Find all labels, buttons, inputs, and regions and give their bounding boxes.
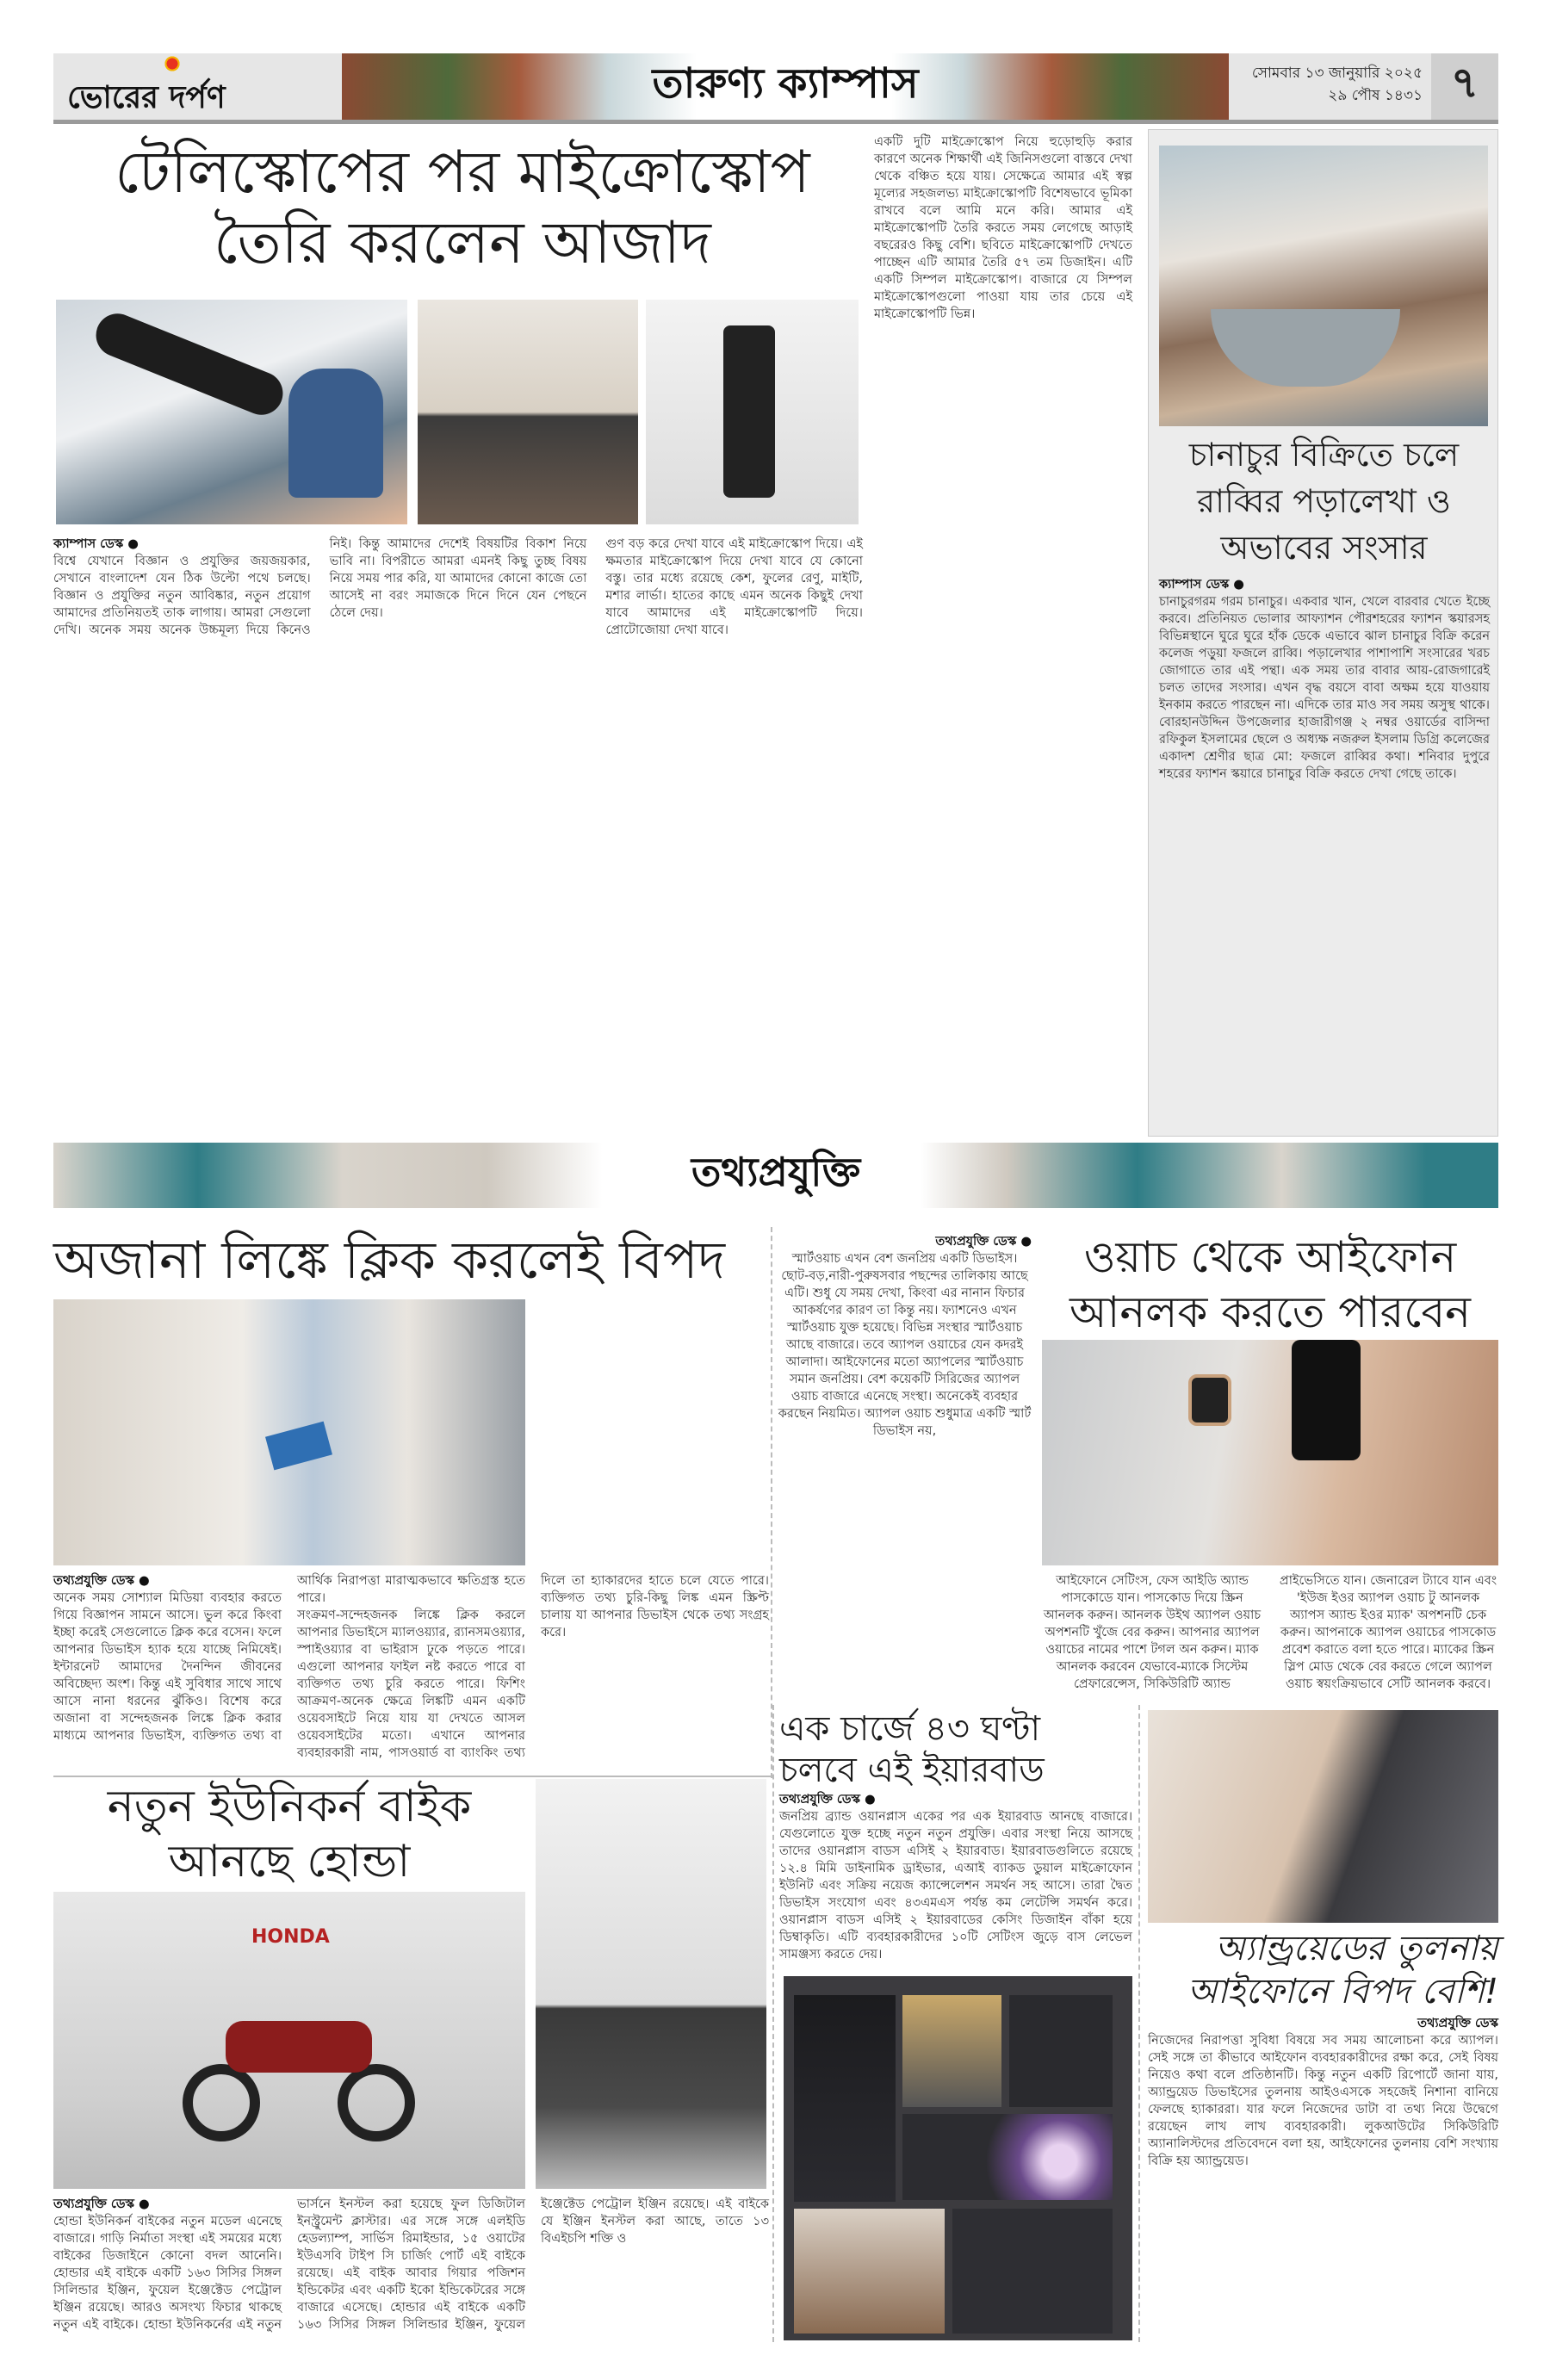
logo-text: ভোরের দর্পণ <box>67 80 226 115</box>
dateline: তথ্যপ্রযুক্তি ডেস্ক ● <box>53 1574 150 1588</box>
dateline: তথ্যপ্রযুক্তি ডেস্ক ● <box>779 1793 876 1807</box>
earbud-promo-image <box>784 1976 1132 2340</box>
bike-wheel-shape <box>183 2064 260 2141</box>
body-paragraph: চানাচুরগরম গরম চানাচুর। একবার খান, খেলে বারবার খেতে ইচ্ছে করবে। প্রতিনিয়ত ভোলার আফ্যাশন পৌরশহরের ফ্যাশন স্কয়ারসহ বিভিন্নস্থানে ঘুরে ঘুরে হাঁক ডেকে এভাবে ঝাল চানাচুর বিক্রি করেন কলেজ পড়ুয়া ফজলে রাব্বি। পড়ালেখার পাশাপাশি সংসারের খরচ জোগাতে তার এই পন্থা। এক সময় তার বাবার আয়-রোজগারেই চলত তাদের সংসার। এখন বৃদ্ধ বয়সে বাবা অক্ষম হয়ে যাওয়ায় ইনকাম করতে পারছেন না। এদিকে তার মাও সব সময় অসুস্থ থাকে। বোরহানউদ্দিন উপজেলার হাজারীগঞ্জ ২ নম্বর ওয়ার্ডের বাসিন্দা রফিকুল ইসলামের ছেলে ও অধ্যক্ষ নজরুল ইসলাম ডিগ্রি কলেজের একাদশ শ্রেণীর ছাত্র মো: ফজলে রাব্বির কথা। শনিবার দুপুরে শহরের ফ্যাশন স্কয়ারে চানাচুর বিক্রি করতে দেখা গেছে তাকে। <box>1159 595 1490 781</box>
headline-line: আনলক করতে পারবেন <box>1070 1287 1471 1337</box>
app-panel <box>952 2209 1113 2334</box>
telescope-shape <box>90 307 289 422</box>
watch-body <box>1042 1572 1498 1701</box>
body-paragraph: স্মার্টওয়াচ এখন বেশ জনপ্রিয় একটি ডিভাইস। ছোট-বড়,নারী-পুরুষসবার পছন্দের তালিকায় আছে এটি। শুধু যে সময় দেখা, কিংবা এর নানান ফিচার আকর্ষণের কারণ তা কিন্তু নয়। ফ্যাশনেও এখন স্মার্টওয়াচ যুক্ত হয়েছে। বিভিন্ন সংস্থার স্মার্টওয়াচ আছে বাজারে। তবে অ্যাপল ওয়াচের যেন কদরই আলাদা। আইফোনের মতো অ্যাপলের স্মার্টওয়াচ সমান জনপ্রিয়। বেশ কয়েকটি সিরিজের অ্যাপল ওয়াচ বাজারে এনেছে সংস্থা। অনেকেই ব্যবহার করছেন নিয়মিত। অ্যাপল ওয়াচ শুধুমাত্র একটি স্মার্ট ডিভাইস নয়, <box>778 1252 1032 1438</box>
watch-headline <box>1042 1230 1498 1340</box>
phone-hand-photo <box>1148 1710 1498 1923</box>
body-paragraph: আইফোনে সেটিংস, ফেস আইডি অ্যান্ড পাসকোডে যান। পাসকোড দিয়ে স্ক্রিন আনলক করুন। আনলক উইথ অ্যাপল ওয়াচ অপশনটি খুঁজে বের করুন। আপনার অ্যাপল ওয়াচের নামের পাশে টগল অন করুন। ম্যাক আনলক করবেন যেভাবে-ম্যাকে সিস্টেম প্রেফারেন্সেস, সিকিউরিটি অ্যান্ড প্রাইভেসিতে যান। জেনারেল ট্যাবে যান এবং 'ইউজ ইওর অ্যাপল ওয়াচ টু আনলক অ্যাপস অ্যান্ড ইওর ম্যাক' অপশনটি চেক করুন। আপনাকে অ্যাপল ওয়াচের পাসকোড প্রবেশ করাতে বলা হতে পারে। ম্যাকের স্ক্রিন স্লিপ মোড থেকে বের করতে গেলে অ্যাপল ওয়াচ স্বয়ংক্রিয়ভাবে সেটি আনলক করবে। <box>1043 1574 1497 1691</box>
watch-intro <box>778 1233 1032 1702</box>
sun-logo-icon <box>164 55 181 72</box>
newspaper-logo[interactable] <box>53 53 342 120</box>
chanachur-seller-photo <box>1159 146 1488 426</box>
bowl-shape <box>1211 309 1400 387</box>
bike-body-shape <box>226 2021 372 2073</box>
body-paragraph: একটি দুটি মাইক্রোস্কোপ নিয়ে হুড়োহুড়ি করার কারণে অনেক শিক্ষার্থী এই জিনিসগুলো বাস্তবে দেখা থেকে বঞ্চিত হয়ে যায়। সেক্ষেত্রে আমার এই স্বল্প মূল্যের সহজলভ্য মাইক্রোস্কোপটি বিশেষভাবে ভূমিকা রাখবে বলে আমি মনে করি। আমার এই মাইক্রোস্কোপটি তৈরি করতে সময় লেগেছে আড়াই বছরেরও কিছু বেশি। ছবিতে মাইক্রোস্কোপটি দেখতে পাচ্ছেন এটি আমার তৈরি ৫৭ তম ডিজাইন। এটি একটি সিম্পল মাইক্রোস্কোপ। বাজারে যে সিম্পল মাইক্রোস্কোপগুলো পাওয়া যায় তার চেয়ে এই মাইক্রোস্কোপটি ভিন্ন। <box>874 135 1132 321</box>
tech-section-banner <box>53 1143 1498 1208</box>
case-panel <box>1009 1995 1113 2107</box>
side-article-chanachur <box>1148 129 1498 1137</box>
body-paragraph: অনেক সময় সোশ্যাল মিডিয়া ব্যবহার করতে গিয়ে বিজ্ঞাপন সামনে আসে। ভুল করে কিংবা ইচ্ছা করেই সেগুলোতে ক্লিক করে বসেন। ফলে আপনার ডিভাইস হ্যাক হয়ে যাচ্ছে নিমিষেই। ইন্টারনেট আমাদের দৈনন্দিন জীবনের অবিচ্ছেদ্য অংশ। কিন্তু এই সুবিধার সাথে সাথে আসে নানা ধরনের ঝুঁকিও। বিশেষ করে অজানা বা সন্দেহজনক লিঙ্কে ক্লিক করার মাধ্যমে আপনার ডিভাইস, ব্যক্তিগত তথ্য বা আর্থিক নিরাপত্তা মারাত্মকভাবে ক্ষতিগ্রস্ত হতে পারে। <box>53 1574 525 1743</box>
lead-right-column <box>874 133 1132 1128</box>
body-paragraph: জনপ্রিয় ব্র্যান্ড ওয়ানপ্লাস একের পর এক ইয়ারবাড আনছে বাজারে। যেগুলোতে যুক্ত হচ্ছে নতুন নতুন প্রযুক্তি। এবার সংস্থা নিয়ে আসছে তাদের ওয়ানপ্লাস বাডস এসিই ২ ইয়ারবাড। ইয়ারবাডগুলিতে রয়েছে ১২.৪ মিমি ডাইনামিক ড্রাইভার, এআই ব্যাকড ডুয়াল মাইক্রোফোন ইউনিট এবং সক্রিয় নয়েজ ক্যান্সেলেশন সমর্থন সহ আসে। তারা দ্বৈত ডিভাইস সংযোগ এবং ৪৩এমএস পর্যন্ত কম লেটেন্সি সমর্থন করে। ওয়ানপ্লাস বাডস এসিই ২ ইয়ারবাডের কেসিং ডিজাইন বাঁকা হয়ে ডিম্বাকৃতি। এটি ব্যবহারকারীদের ১০টি সেটিংস জুড়ে বাস লেভেল সামঞ্জস্য করতে দেয়। <box>779 1810 1132 1962</box>
dateline: তথ্যপ্রযুক্তি ডেস্ক ● <box>935 1235 1032 1249</box>
honda-logo-text: HONDA <box>251 1926 330 1948</box>
issue-date <box>1229 62 1423 107</box>
body-paragraph: সংক্রমণ-সন্দেহজনক লিঙ্কে ক্লিক করলে আপনার ডিভাইসে ম্যালওয়্যার, র‍্যানসমওয়্যার, স্পাইওয়্যার বা ভাইরাস ঢুকে পড়তে পারে। এগুলো আপনার ফাইল নষ্ট করতে পারে বা ব্যক্তিগত তথ্য চুরি করতে পারে। ফিশিং আক্রমণ-অনেক ক্ষেত্রে লিঙ্কটি এমন একটি ওয়েবসাইটে নিয়ে যায় যা দেখতে আসল ওয়েবসাইটের মতো। এখানে আপনার ব্যবহারকারী নাম, পাসওয়ার্ড বা ব্যাংকিং তথ্য দিলে তা হ্যাকারদের হাতে চলে যেতে পারে। ব্যক্তিগত তথ্য চুরি-কিছু লিঙ্ক এমন স্ক্রিপ্ট চালায় যা আপনার ডিভাইস থেকে তথ্য সংগ্রহ করে। <box>297 1574 769 1760</box>
side-headline <box>1149 431 1499 571</box>
tech-section-title: তথ্যপ্রযুক্তি <box>666 1143 886 1208</box>
headline-line: রাব্বির পড়ালেখা ও <box>1197 482 1451 520</box>
date-gregorian: সোমবার ১৩ জানুয়ারি ২০২৫ <box>1251 65 1423 82</box>
body-paragraph: নিজেদের নিরাপত্তা সুবিধা বিষয়ে সব সময় আলোচনা করে অ্যাপল। সেই সঙ্গে তা কীভাবে আইফোন ব্যবহারকারীদের রক্ষা করে, সেই বিষয় নিয়েও কথা বলে প্রতিষ্ঠানটি। কিন্তু নতুন একটি রিপোর্টে জানা যায়, অ্যান্ড্রয়েড ডিভাইসের তুলনায় আইওএসকে সহজেই নিশানা বানিয়ে ফেলছে হ্যাকাররা। যার ফলে নিজেদের ডাটা বা তথ্য নিয়ে উদ্বেগে রয়েছেন লাখ লাখ ব্যবহারকারী। লুকআউটের সিকিউরিটি অ্যানালিস্টদের প্রতিবেদনে বলা হয়, আইফোনের তুলনায় বেশি সংখ্যায় বিক্রি হয় অ্যান্ড্রয়েড। <box>1148 2034 1498 2168</box>
link-headline: অজানা লিঙ্কে ক্লিক করলেই বিপদ <box>53 1230 725 1291</box>
divider <box>53 1776 773 1777</box>
woman-with-bike-photo <box>536 1779 766 2189</box>
iphone-body <box>1148 2015 1498 2342</box>
headline-line: আনছে হোন্ডা <box>168 1836 411 1887</box>
honda-headline <box>53 1779 525 1889</box>
column-divider <box>1138 1705 1140 2342</box>
honda-launch-photo <box>53 1892 525 2189</box>
driver-panel <box>902 2114 1113 2200</box>
headline-line: অ্যান্ড্রয়েডের তুলনায় <box>1215 1929 1498 1968</box>
headline-line: টেলিস্কোপের পর মাইক্রোস্কোপ <box>115 139 810 207</box>
dateline: তথ্যপ্রযুক্তি ডেস্ক <box>1417 2017 1498 2030</box>
lead-headline <box>53 138 871 278</box>
section-title: তারুণ্য ক্যাম্পাস <box>652 59 919 108</box>
headline-line: নতুন ইউনিকর্ন বাইক <box>107 1781 472 1832</box>
smartwatch-shape <box>1188 1374 1231 1426</box>
microscope-shape <box>723 325 775 498</box>
honda-body <box>53 2196 769 2342</box>
body-paragraph: গুণ বড় করে দেখা যাবে এই মাইক্রোস্কোপ দিয়ে। এই ক্ষমতার মাইক্রোস্কোপ দিয়ে দেখা যাবে যে কোনো বস্তু। তার মধ্যে রয়েছে কেশ, ফুলের রেণু, মাইটি, মশার লার্ভা। হাতের কাছে এমন অনেক কিছুই দেখা যাবে আমাদের এই মাইক্রোস্কোপটি দিয়ে। প্রোটোজোয়া দেখা যাবে। <box>605 537 863 637</box>
woman-phone-card-photo <box>53 1299 525 1565</box>
microscope-maker-photo <box>418 300 638 524</box>
column-divider <box>771 1227 772 1778</box>
masthead <box>53 53 1498 124</box>
dateline: ক্যাম্পাস ডেস্ক ● <box>53 537 139 551</box>
earbud-panel <box>794 1995 896 2202</box>
microscope-photo <box>646 300 859 524</box>
page-number: ৭ <box>1431 53 1498 120</box>
body-paragraph: হোন্ডা ইউনিকর্ন বাইকের নতুন মডেল এনেছে বাজারে। গাড়ি নির্মাতা সংস্থা এই সময়ের মধ্যে বাইকের ডিজাইনে কোনো বদল আনেনি। হোন্ডার এই বাইকে একটি ১৬৩ সিসির সিঙ্গল সিলিন্ডার ইঞ্জিন, ফুয়েল ইঞ্জেক্টেড পেট্রোল ইঞ্জিন রয়েছে। আরও অসংখ্য ফিচার থাকছে নতুন এই বাইকে। হোন্ডা ইউনিকর্নের এই নতুন ভার্সনে ইনস্টল করা হয়েছে ফুল ডিজিটাল ইনস্ট্রুমেন্ট ক্লাস্টার। এর সঙ্গে সঙ্গে এলইডি হেডল্যাম্প, সার্ভিস রিমাইন্ডার, ১৫ ওয়াটের ইউএসবি টাইপ সি চার্জিং পোর্ট এই বাইকে রয়েছে। এই বাইক আবার গিয়ার পজিশন ইন্ডিকেটর এবং একটি ইকো ইন্ডিকেটরের সঙ্গে বাজারে এসেছে। হোন্ডার এই বাইকে একটি ১৬৩ সিসির সিঙ্গল সিলিন্ডার ইঞ্জিন, ফুয়েল ইঞ্জেক্টেড পেট্রোল ইঞ্জিন রয়েছে। এই বাইকে যে ইঞ্জিন ইনস্টল করা আছে, তাতে ১৩ বিএইচপি শক্তি ও <box>53 2197 769 2332</box>
credit-card-shape <box>265 1422 332 1471</box>
dateline: ক্যাম্পাস ডেস্ক ● <box>1159 578 1244 592</box>
person-shape <box>288 369 383 498</box>
section-banner <box>342 53 1229 120</box>
watch-phone-photo <box>1042 1340 1498 1565</box>
earbud-body <box>779 1791 1132 1970</box>
headline-line: ওয়াচ থেকে আইফোন <box>1083 1232 1457 1282</box>
headline-line: আইফোনে বিপদ বেশি! <box>1187 1972 1498 2011</box>
headline-line: চানাচুর বিক্রিতে চলে <box>1188 436 1460 474</box>
headline-line: এক চার্জে ৪৩ ঘণ্টা <box>779 1709 1041 1749</box>
commuters-panel <box>902 1995 1001 2107</box>
headline-line: অভাবের সংসার <box>1220 529 1428 567</box>
lead-body <box>53 536 863 1128</box>
bike-wheel-shape <box>338 2064 415 2141</box>
side-body <box>1159 576 1490 1127</box>
earbud-headline <box>779 1708 1132 1791</box>
dateline: তথ্যপ্রযুক্তি ডেস্ক ● <box>53 2197 150 2211</box>
link-body <box>53 1572 769 1772</box>
column-divider <box>772 1705 774 2342</box>
headline-line: চলবে এই ইয়ারবাড <box>779 1751 1045 1790</box>
date-bengali: ২৯ পৌষ ১৪৩১ <box>1328 87 1423 104</box>
iphone-headline <box>1148 1927 1498 2013</box>
body-paragraph: বিশ্বে যেখানে বিজ্ঞান ও প্রযুক্তির জয়জয়কার, সেখানে বাংলাদেশ যেন ঠিক উল্টো পথে চলছে। বিজ্ঞান ও প্রযুক্তির নতুন আবিষ্কার, নতুন প্রয়োগ আমাদের প্রতিনিয়তই তাক লাগায়। আমরা সেগুলো দেখি। অনেক সময় অনেক উচ্চমূল্য দিয়ে কিনেও নিই। কিন্তু আমাদের দেশেই বিষয়টির বিকাশ নিয়ে ভাবি না। বিপরীতে আমরা এমনই কিছু তুচ্ছ বিষয় নিয়ে সময় পার করি, যা আমাদের কোনো কাজে তো আসেই না বরং সমাজকে দিনে দিনে যেন পেছনে ঠেলে দেয়। <box>53 537 587 637</box>
telescope-photo <box>56 300 407 524</box>
headline-line: তৈরি করলেন আজাদ <box>214 208 711 277</box>
woman-earbud-panel <box>794 2209 945 2334</box>
iphone-shape <box>1292 1340 1361 1460</box>
